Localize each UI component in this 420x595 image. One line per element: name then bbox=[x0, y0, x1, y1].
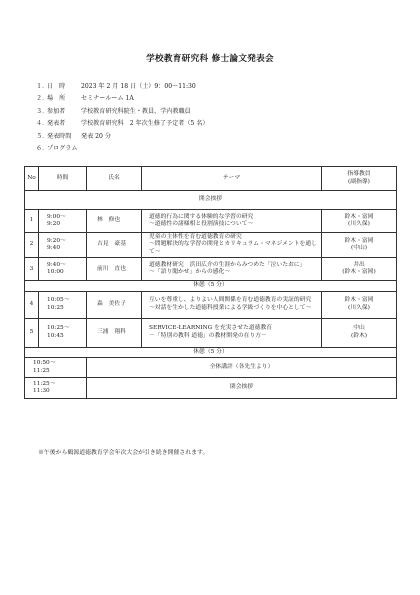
row-theme: 道徳教材研究 浜田広介の生涯からみつめた「泣いたおに」 ～「語り聞かせ」からの感化～ bbox=[142, 258, 322, 281]
break-cell: 休憩（5 分） bbox=[25, 281, 397, 291]
row-advisor: 中山 (鈴木) bbox=[322, 318, 397, 347]
opening-cell: 開会挨拶 bbox=[25, 191, 397, 210]
row-name: 吉見 豪基 bbox=[87, 233, 142, 258]
event-info bbox=[36, 81, 208, 155]
break-cell: 休憩（5 分） bbox=[25, 347, 397, 357]
info-label: 発表者 bbox=[47, 120, 66, 128]
row-name: 三浦 翔科 bbox=[87, 318, 142, 347]
row-no: 1 bbox=[25, 210, 39, 233]
row-advisor: 鈴木・富岡 (川久保) bbox=[322, 291, 397, 318]
opening-row bbox=[25, 191, 397, 210]
row-theme: 互いを尊重し、よりよい人間関係を育む道徳教育の実証的研究 ～対話を生かした道徳科授業による学級づくりを中心として～ bbox=[142, 291, 322, 318]
info-label: プログラム bbox=[47, 145, 78, 153]
info-label: 日 時 bbox=[47, 83, 66, 90]
info-value: セミナールーム 1A bbox=[81, 95, 134, 103]
closing-time: 10:50～ 11:25 bbox=[25, 358, 87, 378]
info-label: 発表時間 bbox=[47, 132, 72, 140]
info-row-program bbox=[36, 143, 208, 155]
closing-event: 閉会挨拶 bbox=[87, 378, 397, 399]
info-value: 学校教育研究科院生・教員、学内教職員 bbox=[81, 107, 191, 115]
footer-note: ※午後から鶴源道徳教育学会年次大会が引き続き開催されます。 bbox=[38, 450, 209, 456]
info-number: ５． bbox=[36, 132, 49, 140]
row-theme: 道徳的行為に関する体験的な学習の研究 ～道徳性の諸様相と役割演技について～ bbox=[142, 210, 322, 233]
row-advisor: 井出 (鈴木・富岡) bbox=[322, 258, 397, 281]
info-row-presenters bbox=[36, 118, 208, 130]
closing-row bbox=[25, 378, 397, 399]
row-no: 2 bbox=[25, 233, 39, 258]
table-row bbox=[25, 318, 397, 347]
info-label: 場 所 bbox=[47, 95, 66, 103]
row-theme: 児童の主体性を育む道徳教育の研究 ～問題解決的な学習の開発とカリキュラム・マネジメントを通して～ bbox=[142, 233, 322, 258]
row-name: 森 美佐子 bbox=[87, 291, 142, 318]
row-no: 5 bbox=[25, 318, 39, 347]
table-row bbox=[25, 291, 397, 318]
break-row bbox=[25, 281, 397, 291]
row-no: 3 bbox=[25, 258, 39, 281]
row-time: 10:25～ 10:45 bbox=[39, 318, 87, 347]
program-table bbox=[24, 166, 397, 399]
table-row bbox=[25, 258, 397, 281]
info-value: 2023 年 2 月 18 日（土）9：00～11:30 bbox=[81, 83, 196, 90]
table-header-row bbox=[25, 167, 397, 191]
row-time: 9:20～ 9:40 bbox=[39, 233, 87, 258]
row-time: 9:40～ 10:00 bbox=[39, 258, 87, 281]
info-row-duration bbox=[36, 131, 208, 143]
row-name: 前川 直也 bbox=[87, 258, 142, 281]
info-value: 学校教育研究科 2 年次生修了予定者（5 名） bbox=[81, 120, 209, 128]
info-number: ６． bbox=[36, 145, 49, 153]
header-no: No bbox=[25, 167, 39, 191]
header-theme: テーマ bbox=[142, 167, 322, 191]
info-row-date bbox=[36, 81, 208, 93]
table-row bbox=[25, 210, 397, 233]
header-time: 時間 bbox=[39, 167, 87, 191]
info-row-participants bbox=[36, 106, 208, 118]
row-theme: SERVICE-LEARNING を充実させた道徳教育 －「特別の教科 道徳」の教材開発の在り方－ bbox=[142, 318, 322, 347]
closing-row bbox=[25, 358, 397, 378]
page-title: 学校教育研究科 修士論文発表会 bbox=[146, 54, 274, 64]
header-name: 氏名 bbox=[87, 167, 142, 191]
info-number: １． bbox=[36, 83, 49, 90]
closing-event: 全体講評（各先生より） bbox=[87, 358, 397, 378]
row-no: 4 bbox=[25, 291, 39, 318]
row-advisor: 鈴木・富岡 (中山) bbox=[322, 233, 397, 258]
info-number: ４． bbox=[36, 120, 49, 128]
info-number: ３． bbox=[36, 107, 49, 115]
row-time: 9:00～ 9:20 bbox=[39, 210, 87, 233]
row-advisor: 鈴木・富岡 (川久保) bbox=[322, 210, 397, 233]
row-time: 10:05～ 10:25 bbox=[39, 291, 87, 318]
row-name: 林 修也 bbox=[87, 210, 142, 233]
info-value: 発表 20 分 bbox=[81, 132, 111, 140]
header-advisor: 指導教員 (副指導) bbox=[322, 167, 397, 191]
info-row-place bbox=[36, 93, 208, 105]
table-row bbox=[25, 233, 397, 258]
info-label: 参加者 bbox=[47, 107, 66, 115]
closing-time: 11:25～ 11:30 bbox=[25, 378, 87, 399]
info-number: ２． bbox=[36, 95, 49, 103]
break-row bbox=[25, 347, 397, 357]
